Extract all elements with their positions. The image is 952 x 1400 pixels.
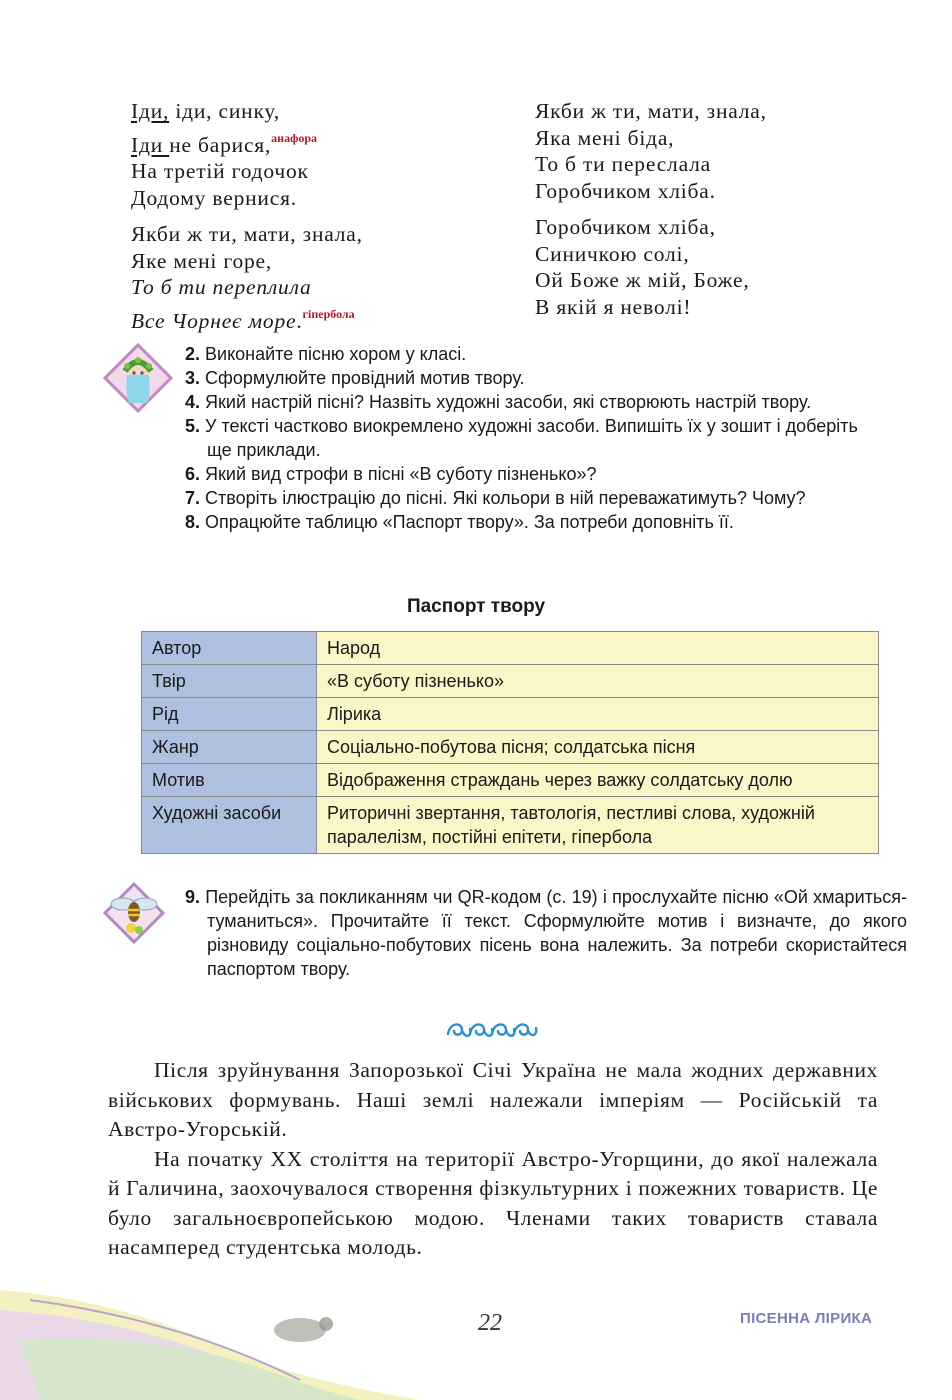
poem-fragment: Якби ж ти, мати, знала, [131, 222, 363, 246]
table-row [142, 731, 879, 764]
task-number: 2. [185, 344, 201, 364]
poem-left-column [131, 98, 363, 344]
poem-line [535, 98, 767, 125]
row-key: Мотив [142, 764, 317, 797]
prose-text [108, 1056, 878, 1263]
row-key: Твір [142, 665, 317, 698]
row-value: «В суботу пізненько» [317, 665, 879, 698]
task-9 [185, 885, 907, 981]
task-number: 4. [185, 392, 201, 412]
row-key: Рід [142, 698, 317, 731]
poem-fragment: Яка мені біда, [535, 125, 675, 150]
task-number: 7. [185, 488, 201, 508]
running-title: ПІСЕННА ЛІРИКА [740, 1310, 873, 1327]
task-number: 6. [185, 464, 201, 484]
poem-fragment: Іди [131, 132, 170, 157]
device-annotation: анафора [271, 130, 318, 145]
stanza [131, 98, 363, 211]
task-text: У тексті частково виокремлено художні засоби. Випишіть їх у зошит і доберіть ще приклади. [205, 416, 858, 460]
stanza [131, 221, 363, 334]
girl-with-wreath-icon [103, 343, 173, 413]
poem-line [535, 178, 767, 205]
ornament-divider-icon [444, 1016, 540, 1042]
poem-line [131, 158, 363, 185]
task-number: 3. [185, 368, 201, 388]
paragraph: На початку XX століття на території Австро-Угорщини, до якої належала й Галичина, заохочувалося створення фізкультурних і пожежних товариств. Це було загальноєвропейською модою. Членами таких товариств ставала насамперед студентська молодь. [108, 1146, 878, 1259]
task-text: Створіть ілюстрацію до пісні. Які кольори в ній переважатимуть? Чому? [205, 488, 806, 508]
row-key: Жанр [142, 731, 317, 764]
table-row [142, 764, 879, 797]
poem-fragment: В якій я неволі! [535, 294, 692, 319]
poem-fragment: Іди, [131, 99, 170, 123]
task-item [185, 510, 885, 534]
poem-fragment: Додому вернися. [131, 185, 297, 210]
task-item [185, 462, 885, 486]
poem-line [535, 241, 767, 268]
poem-line [131, 274, 363, 301]
row-value: Риторичні звертання, тавтологія, пестливі слова, художній паралелізм, постійні епітети, гіпербола [317, 797, 879, 854]
poem-line [535, 214, 767, 241]
poem-fragment: Якби ж ти, мати, знала, [535, 99, 767, 123]
poem-fragment: Ой Боже ж мій, Боже, [535, 268, 750, 292]
task-item [185, 390, 885, 414]
device-annotation: гіпербола [302, 306, 355, 321]
task-item [185, 414, 885, 462]
poem-line [535, 267, 767, 294]
task-item [185, 486, 885, 510]
poem-line [131, 301, 363, 335]
task-text: Опрацюйте таблицю «Паспорт твору». За потреби доповніть її. [205, 512, 734, 532]
poem-fragment: Синичкою солі, [535, 241, 690, 266]
task-text: Який настрій пісні? Назвіть художні засоби, які створюють настрій твору. [205, 392, 812, 412]
poem-line [131, 221, 363, 248]
poem-fragment: Горобчиком хліба, [535, 215, 716, 239]
poem-fragment: іди, синку, [169, 99, 280, 123]
stanza [535, 214, 767, 320]
poem-line [131, 125, 363, 159]
poem-line [131, 248, 363, 275]
table-title: Паспорт твору [406, 596, 546, 617]
poem-fragment: . [296, 308, 303, 333]
table-row [142, 797, 879, 854]
task-text: Сформулюйте провідний мотив твору. [205, 368, 525, 388]
poem-fragment: То б ти переслала [535, 152, 711, 176]
poem-line [131, 98, 363, 125]
poem-line [535, 294, 767, 321]
task-number: 9. [185, 887, 201, 907]
table-row [142, 698, 879, 731]
page-number: 22 [478, 1310, 502, 1336]
poem-fragment: Все Чорнеє море [131, 308, 297, 333]
task-text: Який вид строфи в пісні «В суботу пізненько»? [205, 464, 597, 484]
paragraph: Після зруйнування Запорозької Січі Україна не мала жодних державних військових формувань. Наші землі належали імперіям — Російській та Австро-Угорській. [108, 1058, 878, 1141]
task-text: Виконайте пісню хором у класі. [205, 344, 467, 364]
passport-table [141, 631, 879, 854]
bee-on-flower-icon [103, 882, 165, 944]
poem-right-column [535, 98, 767, 330]
row-value: Лірика [317, 698, 879, 731]
row-value: Відображення страждань через важку солдатську долю [317, 764, 879, 797]
task-text: Перейдіть за покликанням чи QR-кодом (с. 19) і прослухайте пісню «Ой хмариться-туманиться». Прочитайте її текст. Сформулюйте мотив і визначте, до якого різновиду соціально-побутових пісень вона належить. За потреби скористайтеся паспортом твору. [205, 887, 907, 979]
task-item [185, 342, 885, 366]
row-value: Народ [317, 632, 879, 665]
table-row [142, 632, 879, 665]
poem-fragment: На третій годочок [131, 159, 309, 183]
poem-fragment: Яке мені горе, [131, 248, 273, 273]
stanza [535, 98, 767, 204]
poem-fragment: То б ти переплила [131, 275, 312, 299]
table-row [142, 665, 879, 698]
row-key: Автор [142, 632, 317, 665]
task-item [185, 366, 885, 390]
poem-fragment: не барися, [169, 132, 272, 157]
row-key: Художні засоби [142, 797, 317, 854]
task-number: 8. [185, 512, 201, 532]
task-list [185, 342, 885, 534]
poem-line [535, 151, 767, 178]
poem-line [535, 125, 767, 152]
poem-fragment: Горобчиком хліба. [535, 178, 716, 203]
decorative-feather-icon [0, 1280, 520, 1400]
task-number: 5. [185, 416, 201, 436]
poem-line [131, 185, 363, 212]
row-value: Соціально-побутова пісня; солдатська пісня [317, 731, 879, 764]
